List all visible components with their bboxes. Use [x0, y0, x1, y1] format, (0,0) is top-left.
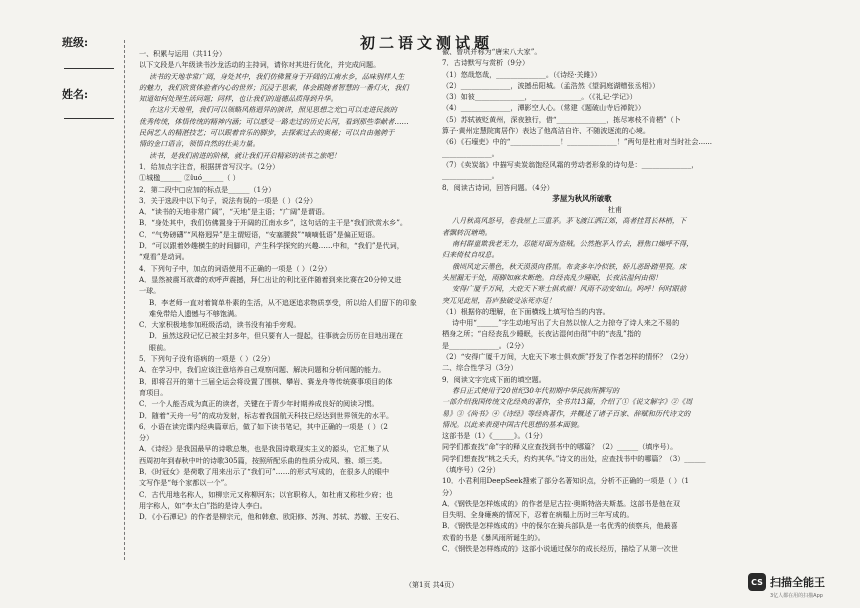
left-line: 优秀传统，体悟传统的精神内涵；可以感受一路走过的历史长河，看到那些奉献者…… [139, 116, 409, 126]
class-line [64, 68, 114, 69]
right-line: （3）如彼______________，______________。（《礼记·学记》） [442, 92, 637, 102]
right-column [442, 46, 722, 554]
camscanner-tagline: 3亿人都在用的扫描App [770, 593, 823, 599]
left-line: 1．给加点字注音，根据拼音写汉字。（2分） [139, 161, 280, 171]
left-line: B．《时冠女》是荷歌了用来出示了“我们可”……的形式写成的，在很多人的眼中 [139, 466, 390, 476]
left-line: 知道如何处理生活问题；同样，也让我们的道德品质得到升华。 [139, 94, 338, 104]
left-line: C．古代用地名称人，如柳宗元又称柳河东；以官职称人，如杜甫又称杜少府；也 [139, 489, 393, 499]
left-line: A．显然被震耳欲聋的欢呼声震撼，拜仁出让的利比亚伴随着到来比赛在20分钟又进 [139, 274, 402, 284]
right-line: C．《钢铁是怎样炼成的》这部小说通过保尔的成长经历，描绘了从第一次世 [442, 544, 678, 554]
right-line: 突兀见此屋，吾庐独破受冻死亦足！ [442, 295, 556, 305]
left-line: A．《诗经》是我国最早的诗歌总集，也是我国诗歌现实主义的源头，它汇集了从 [139, 444, 389, 454]
page-title: 初二语文测试题 [360, 34, 494, 52]
left-line: 用字称人，如“李太白”指的是诗人李白。 [139, 500, 267, 510]
right-line: 栖身之所；“自经丧乱少睡眠，长夜沾湿何由彻”中的“丧乱”指的 [442, 329, 641, 339]
left-line: D．随着“天舟一号”的成功发射，标志着我国航天科技已经达到世界领先的水平。 [139, 410, 394, 420]
right-line: 欢看的书是《暴风雨所诞生的》。 [442, 532, 545, 542]
right-line: 二、综合性学习（3分） [442, 363, 518, 373]
left-line: 读书的天地非常广阔，身处其中，我们仿佛置身于开阔的江南水乡，品味别样人生 [149, 71, 405, 81]
right-line: （1）根据你的理解，在下面横线上填写恰当的内容。 [442, 306, 610, 316]
left-line: C．大家积极地参加班级活动，读书没有袖手旁观。 [139, 320, 301, 330]
right-line: （5）苏轼被贬黄州，深夜独行，借“______________，拣尽寒枝不肯栖”（卜 [442, 114, 681, 124]
right-line: 8．阅读古诗词，回答问题。（4分） [442, 182, 554, 192]
left-line: 读书，是我们前进的阶梯，就让我们开启精彩的读书之旅吧！ [149, 150, 341, 160]
class-label: 班级: [62, 36, 89, 49]
right-line: B．《钢铁是怎样炼成的》中的保尔在骑兵部队是一名优秀的侦察兵，他最喜 [442, 521, 678, 531]
binding-dashed-line [124, 40, 125, 560]
right-line: （6）《石壕吏》中的“______________！______________！”两句是杜甫对当时社会...... [442, 137, 713, 147]
left-line: 一球。 [139, 286, 161, 296]
right-line: 八月秋高风怒号，卷我屋上三重茅。茅飞渡江洒江郊，高者挂罥长林梢，下 [452, 216, 687, 226]
right-line: 同学们想查找“桃之夭夭，灼灼其华。”诗文的出处，应查找书中的哪篇？（3）______ [442, 453, 706, 463]
left-line: 分） [139, 433, 154, 443]
left-line: D．虽然这段记忆已被尘封多年，但只要有人一提起，往事就会历历在目地出现在 [149, 331, 403, 341]
right-line: 这部书是（1）《______》。（1分） [442, 431, 547, 441]
left-line: 育项目。 [139, 387, 168, 397]
left-line: C．“气势磅礴”“风格迥异”是主谓短语，“安塞腰鼓”“嘀嘀低语”是偏正短语。 [139, 229, 380, 239]
name-label: 姓名: [62, 88, 89, 101]
right-line: 目失明、全身瘫痪的情况下，忍着在病榻上历时三年写成的。 [442, 510, 634, 520]
left-line: 一、积累与运用（共11分） [139, 49, 227, 58]
left-line: 的魅力，我们欣赏体验者内心的世界；沉浸于思索，体会跟随者智慧的一番灯火，我们 [139, 82, 409, 92]
right-line: 一部介绍我国传统文化经典的著作，全书共13篇，介绍了①《说文解字》②《周 [442, 397, 693, 407]
right-line: （7）《卖炭翁》中描写卖炭翁饱经风霜的劳动者形象的诗句是：______________， [442, 159, 699, 169]
right-line: 9．阅读文字完成下面的填空题。 [442, 374, 546, 384]
left-line: 6．小语在读完课内经典篇章后，做了如下读书笔记，其中正确的一项是（ ）（2 [139, 421, 388, 431]
left-line: 西周初年到春秋中叶的诗歌305篇，按照所配乐曲的性质分成风、雅、颂三类。 [139, 455, 387, 465]
left-line: 3．关于选段中以下句子，说法有误的一项是（ ）（2分） [139, 195, 317, 205]
right-line: （1）悠哉悠哉，______________。（《诗经·关雎》） [442, 69, 602, 79]
right-line: 徽、曾巩并称为“唐宋八大家”。 [442, 47, 542, 56]
right-line: 头屋漏无干处，雨脚如麻未断绝。自经丧乱少睡眠，长夜沾湿何由彻！ [442, 272, 662, 282]
left-line: A．“读书的天地非常广阔”，“天地”是主语；“广阔”是谓语。 [139, 207, 330, 217]
right-line: 诗中用“______”字生动地写出了大自然以惊人之力掠夺了诗人来之不易的 [452, 318, 680, 328]
left-line: D．《小石潭记》的作者是柳宗元，他和韩愈、欧阳修、苏洵、苏轼、苏辙、王安石、 [139, 512, 404, 522]
right-line: 算子·黄州定慧院寓居作）表达了他高洁自许、不随波逐流的心境。 [442, 126, 650, 136]
camscanner-name: 扫描全能王 [770, 576, 825, 589]
right-line: 俄顷风定云墨色，秋天漠漠向昏黑。布衾多年冷似铁，娇儿恶卧踏里裂。床 [452, 261, 687, 271]
left-line: C．一个人能否成为真正的读者，关键在于青少年时期养成良好的阅读习惯。 [139, 399, 379, 409]
left-line: “观看”是动词。 [139, 252, 189, 262]
right-line: 是______________。（2分） [442, 340, 529, 350]
right-line: 茅屋为秋风所破歌 [552, 193, 612, 203]
right-line: 杜甫 [607, 205, 622, 215]
right-line: 南村群童欺我老无力，忍能对面为盗贼。公然抱茅入竹去，唇焦口燥呼不得， [452, 239, 694, 249]
left-line: A．在学习中，我们应该注意培养自己观察问题、解决问题和分析问题的能力。 [139, 365, 386, 375]
left-line: 情的金口语言，领悟自然的壮美力量。 [139, 139, 260, 149]
right-line: （4）______________，潭影空人心。（常建《题破山寺后禅院》） [442, 103, 646, 113]
left-line: 难免带给人遗憾与不够饱满。 [149, 308, 242, 318]
right-line: 归来倚杖自叹息。 [442, 250, 499, 260]
right-line: 易》③《尚书》④《诗经》等经典著作，并概述了诸子百家、辞赋和历代诗文的 [442, 408, 691, 418]
right-line: 10．小君利用DeepSeek搜索了部分名著知识点，分析不正确的一项是（ ）（1 [442, 476, 690, 486]
right-line: 7．古诗默写与赏析（9分） [442, 58, 530, 68]
left-line: 5．下列句子没有语病的一项是（ ）（2分） [139, 354, 275, 364]
binding-margin [0, 0, 130, 608]
left-line: D．“可以跟着妙趣横生的时间脚印，产生科学探究的兴趣……中和，“我们”是代词， [139, 241, 404, 251]
camscanner-logo-icon: CS [748, 573, 766, 591]
right-line: 春日正式使用于20世纪30年代初期中华民族所撰写的 [452, 385, 620, 395]
right-line: ______________。 [442, 148, 499, 158]
left-line: B．李老师一直对着简单朴素的生活，从不追逐追求物质享受，所以给人们留下的印象 [149, 297, 417, 307]
right-line: 者飘转沉塘坳。 [442, 227, 492, 237]
right-line: 情况。以此来表现中国古代思想的基本面貌。 [442, 419, 584, 429]
left-line: 4．下列句子中，加点的词语使用不正确的一项是（ ）（2分） [139, 263, 332, 273]
left-line: 在这片天地里，我们可以领略风格迥异的演讲，照见思想之光□可以走进民族的 [149, 105, 397, 115]
left-line: 2．第二段中□应加的标点是______（1分） [139, 184, 276, 194]
right-line: 同学们都查找“命”字的释义应查找到书中的哪篇？（2）______（填序号）。 [442, 442, 678, 452]
right-line: 安得广厦千万间，大庇天下寒士俱欢颜！风雨不动安如山。呜呼！何时眼前 [452, 284, 687, 294]
left-line: 民间艺人的精湛技艺；可以跟着音乐的脚步，去探索过去的奥秘；可以自由驰骋于 [139, 128, 395, 138]
page-footer: （第1页 共4页） [405, 581, 459, 589]
right-line: （2）“安得广厦千万间，大庇天下寒士俱欢颜”抒发了作者怎样的情怀？（2分） [442, 352, 693, 362]
left-line: ①城楹______ ②luó______（ ） [139, 173, 240, 183]
left-line: 文写作是“每个家都以一个”。 [139, 478, 232, 488]
right-line: A．《钢铁是怎样炼成的》的作者是尼古拉·奥斯特洛夫斯基。这部书是他在双 [442, 498, 680, 508]
left-column [139, 48, 429, 522]
right-line: 分） [442, 487, 457, 497]
left-line: B．“身处其中，我们仿佛置身于开阔的江南水乡”，这句话的主干是“我们欣赏水乡”。 [139, 218, 407, 228]
right-line: ______________。 [442, 171, 499, 181]
left-line: 眼前。 [149, 342, 171, 352]
left-line: 以下文段是八年级读书沙龙活动的主持词，请你对其进行优化，并完成问题。 [139, 60, 381, 70]
left-line: B．即将召开的第十三届全运会将设置了围棋、攀岩、赛龙舟等传统赛事项目的体 [139, 376, 393, 386]
right-line: （2）______________，波撼岳阳城。（孟浩然《望洞庭湖赠张丞相》） [442, 80, 660, 90]
name-line [64, 118, 114, 119]
scanner-badge [748, 573, 825, 591]
right-line: （填序号）（2分） [442, 464, 500, 474]
